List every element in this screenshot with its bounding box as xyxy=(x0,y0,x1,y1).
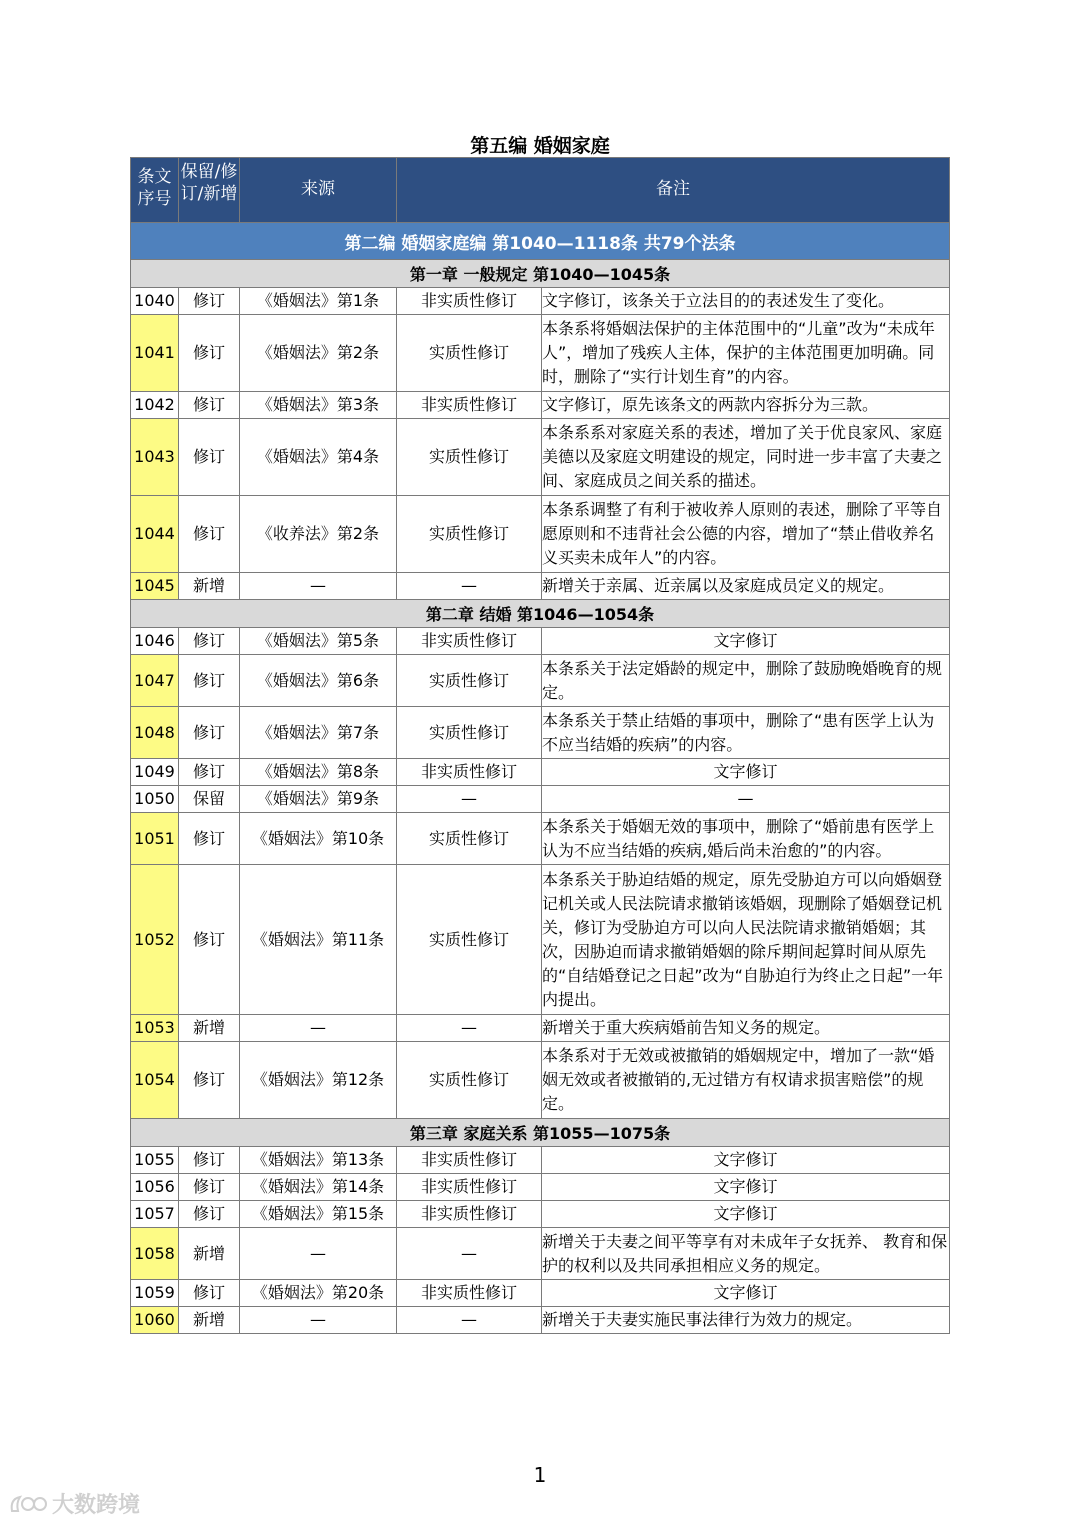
status-cell: 修订 xyxy=(179,1042,240,1119)
article-number: 1059 xyxy=(131,1280,179,1307)
source-cell: 《婚姻法》第1条 xyxy=(240,288,397,315)
source-cell: 《婚姻法》第3条 xyxy=(240,392,397,419)
article-number: 1047 xyxy=(131,655,179,707)
revision-type-cell: 非实质性修订 xyxy=(397,1147,542,1174)
revision-type-cell: 非实质性修订 xyxy=(397,1201,542,1228)
source-cell: 《婚姻法》第2条 xyxy=(240,315,397,392)
revision-type-cell: 实质性修订 xyxy=(397,707,542,759)
remark-cell: 文字修订，该条关于立法目的的表述发生了变化。 xyxy=(542,288,950,315)
source-cell: 《收养法》第2条 xyxy=(240,496,397,573)
remark-cell: 文字修订 xyxy=(542,759,950,786)
revision-type-cell: 非实质性修订 xyxy=(397,1280,542,1307)
table-row xyxy=(131,786,950,813)
page-number: 1 xyxy=(533,1463,547,1487)
source-cell: — xyxy=(240,1228,397,1280)
source-cell: 《婚姻法》第15条 xyxy=(240,1201,397,1228)
revision-type-cell: 实质性修订 xyxy=(397,655,542,707)
table-row xyxy=(131,1174,950,1201)
article-number: 1052 xyxy=(131,865,179,1015)
article-number: 1041 xyxy=(131,315,179,392)
status-cell: 保留 xyxy=(179,786,240,813)
revision-type-cell: — xyxy=(397,1307,542,1334)
article-number: 1057 xyxy=(131,1201,179,1228)
remark-cell: 本条系系对家庭关系的表述，增加了关于优良家风、家庭美德以及家庭文明建设的规定，同时进一步丰富了夫妻之间、家庭成员之间关系的描述。 xyxy=(542,419,950,496)
table-row xyxy=(131,1201,950,1228)
article-number: 1053 xyxy=(131,1015,179,1042)
article-number: 1048 xyxy=(131,707,179,759)
table-row xyxy=(131,759,950,786)
article-number: 1044 xyxy=(131,496,179,573)
status-cell: 修订 xyxy=(179,813,240,865)
document-title: 第五编 婚姻家庭 xyxy=(470,135,610,157)
status-cell: 修订 xyxy=(179,1174,240,1201)
source-cell: 《婚姻法》第10条 xyxy=(240,813,397,865)
revision-type-cell: 非实质性修订 xyxy=(397,628,542,655)
source-cell: 《婚姻法》第14条 xyxy=(240,1174,397,1201)
revision-type-cell: 实质性修订 xyxy=(397,865,542,1015)
revision-type-cell: — xyxy=(397,1228,542,1280)
revision-type-cell: 非实质性修订 xyxy=(397,1174,542,1201)
status-cell: 新增 xyxy=(179,573,240,600)
table-header-row xyxy=(131,158,950,223)
remark-cell: 新增关于亲属、近亲属以及家庭成员定义的规定。 xyxy=(542,573,950,600)
revision-type-cell: 实质性修订 xyxy=(397,315,542,392)
status-cell: 修订 xyxy=(179,392,240,419)
source-cell: — xyxy=(240,1015,397,1042)
part-heading-row xyxy=(131,223,950,260)
header-article-number: 条文序号 xyxy=(131,158,179,223)
status-cell: 修订 xyxy=(179,707,240,759)
table-row xyxy=(131,573,950,600)
logo-icon xyxy=(8,1491,48,1517)
table-row xyxy=(131,1280,950,1307)
chapter-heading: 第一章 一般规定 第1040—1045条 xyxy=(131,260,950,288)
remark-cell: 文字修订 xyxy=(542,1174,950,1201)
article-number: 1055 xyxy=(131,1147,179,1174)
revision-type-cell: — xyxy=(397,1015,542,1042)
article-number: 1060 xyxy=(131,1307,179,1334)
revision-type-cell: 非实质性修订 xyxy=(397,288,542,315)
source-cell: 《婚姻法》第11条 xyxy=(240,865,397,1015)
source-cell: 《婚姻法》第9条 xyxy=(240,786,397,813)
table-row xyxy=(131,1307,950,1334)
status-cell: 修订 xyxy=(179,1147,240,1174)
revision-type-cell: 非实质性修订 xyxy=(397,392,542,419)
remark-cell: 新增关于夫妻之间平等享有对未成年子女抚养、 教育和保护的权利以及共同承担相应义务的规定。 xyxy=(542,1228,950,1280)
table-row xyxy=(131,496,950,573)
article-number: 1045 xyxy=(131,573,179,600)
remark-cell: 本条系关于禁止结婚的事项中，删除了“患有医学上认为不应当结婚的疾病”的内容。 xyxy=(542,707,950,759)
remark-cell: 本条系关于法定婚龄的规定中，删除了鼓励晚婚晚育的规定。 xyxy=(542,655,950,707)
source-cell: 《婚姻法》第7条 xyxy=(240,707,397,759)
remark-cell: 本条系将婚姻法保护的主体范围中的“儿童”改为“未成年人”，增加了残疾人主体，保护的主体范围更加明确。同时，删除了“实行计划生育”的内容。 xyxy=(542,315,950,392)
status-cell: 修订 xyxy=(179,496,240,573)
article-number: 1050 xyxy=(131,786,179,813)
table-row xyxy=(131,655,950,707)
source-cell: 《婚姻法》第4条 xyxy=(240,419,397,496)
source-cell: — xyxy=(240,573,397,600)
status-cell: 新增 xyxy=(179,1015,240,1042)
status-cell: 修订 xyxy=(179,1280,240,1307)
status-cell: 修订 xyxy=(179,288,240,315)
revision-type-cell: 非实质性修订 xyxy=(397,759,542,786)
table-row xyxy=(131,813,950,865)
revision-type-cell: 实质性修订 xyxy=(397,1042,542,1119)
table-row xyxy=(131,1228,950,1280)
chapter-heading: 第二章 结婚 第1046—1054条 xyxy=(131,600,950,628)
status-cell: 修订 xyxy=(179,655,240,707)
remark-cell: 文字修订 xyxy=(542,628,950,655)
watermark-text: 大数跨境 xyxy=(52,1493,141,1518)
article-number: 1042 xyxy=(131,392,179,419)
source-cell: 《婚姻法》第6条 xyxy=(240,655,397,707)
table-row xyxy=(131,392,950,419)
table-row xyxy=(131,1147,950,1174)
remark-cell: 本条系关于婚姻无效的事项中，删除了“婚前患有医学上认为不应当结婚的疾病,婚后尚未治愈的”的内容。 xyxy=(542,813,950,865)
header-status: 保留/修订/新增 xyxy=(179,158,240,223)
revision-type-cell: — xyxy=(397,573,542,600)
chapter-heading-row xyxy=(131,600,950,628)
chapter-heading-row xyxy=(131,260,950,288)
table-row xyxy=(131,419,950,496)
revision-type-cell: — xyxy=(397,786,542,813)
status-cell: 修订 xyxy=(179,1201,240,1228)
source-cell: — xyxy=(240,1307,397,1334)
article-number: 1056 xyxy=(131,1174,179,1201)
part-heading: 第二编 婚姻家庭编 第1040—1118条 共79个法条 xyxy=(131,223,950,260)
source-cell: 《婚姻法》第13条 xyxy=(240,1147,397,1174)
chapter-heading: 第三章 家庭关系 第1055—1075条 xyxy=(131,1119,950,1147)
remark-cell: 文字修订，原先该条文的两款内容拆分为三款。 xyxy=(542,392,950,419)
status-cell: 修订 xyxy=(179,865,240,1015)
table-row xyxy=(131,1015,950,1042)
revision-type-cell: 实质性修订 xyxy=(397,813,542,865)
article-number: 1046 xyxy=(131,628,179,655)
status-cell: 修订 xyxy=(179,759,240,786)
remark-cell: 本条系对于无效或被撤销的婚姻规定中，增加了一款“婚姻无效或者被撤销的,无过错方有权请求损害赔偿”的规定。 xyxy=(542,1042,950,1119)
law-comparison-table xyxy=(130,157,950,1334)
article-number: 1043 xyxy=(131,419,179,496)
table-row xyxy=(131,288,950,315)
source-cell: 《婚姻法》第20条 xyxy=(240,1280,397,1307)
header-source: 来源 xyxy=(240,158,397,223)
remark-cell: 文字修订 xyxy=(542,1201,950,1228)
source-cell: 《婚姻法》第12条 xyxy=(240,1042,397,1119)
table-row xyxy=(131,315,950,392)
remark-cell: — xyxy=(542,786,950,813)
status-cell: 新增 xyxy=(179,1228,240,1280)
source-cell: 《婚姻法》第8条 xyxy=(240,759,397,786)
remark-cell: 本条系调整了有利于被收养人原则的表述，删除了平等自愿原则和不违背社会公德的内容，增加了“禁止借收养名义买卖未成年人”的内容。 xyxy=(542,496,950,573)
remark-cell: 文字修订 xyxy=(542,1280,950,1307)
article-number: 1054 xyxy=(131,1042,179,1119)
watermark-logo xyxy=(8,1488,140,1519)
article-number: 1040 xyxy=(131,288,179,315)
status-cell: 修订 xyxy=(179,315,240,392)
chapter-heading-row xyxy=(131,1119,950,1147)
status-cell: 修订 xyxy=(179,628,240,655)
table-row xyxy=(131,1042,950,1119)
header-remarks: 备注 xyxy=(397,158,950,223)
status-cell: 修订 xyxy=(179,419,240,496)
revision-type-cell: 实质性修订 xyxy=(397,496,542,573)
table-row xyxy=(131,628,950,655)
article-number: 1049 xyxy=(131,759,179,786)
remark-cell: 本条系关于胁迫结婚的规定，原先受胁迫方可以向婚姻登记机关或人民法院请求撤销该婚姻，现删除了婚姻登记机关，修订为受胁迫方可以向人民法院请求撤销婚姻；其次，因胁迫而请求撤销婚姻的除斥期间起算时间从原先的“自结婚登记之日起”改为“自胁迫行为终止之日起”一年内提出。 xyxy=(542,865,950,1015)
article-number: 1051 xyxy=(131,813,179,865)
revision-type-cell: 实质性修订 xyxy=(397,419,542,496)
table-row xyxy=(131,707,950,759)
source-cell: 《婚姻法》第5条 xyxy=(240,628,397,655)
remark-cell: 新增关于夫妻实施民事法律行为效力的规定。 xyxy=(542,1307,950,1334)
remark-cell: 文字修订 xyxy=(542,1147,950,1174)
article-number: 1058 xyxy=(131,1228,179,1280)
table-row xyxy=(131,865,950,1015)
status-cell: 新增 xyxy=(179,1307,240,1334)
remark-cell: 新增关于重大疾病婚前告知义务的规定。 xyxy=(542,1015,950,1042)
